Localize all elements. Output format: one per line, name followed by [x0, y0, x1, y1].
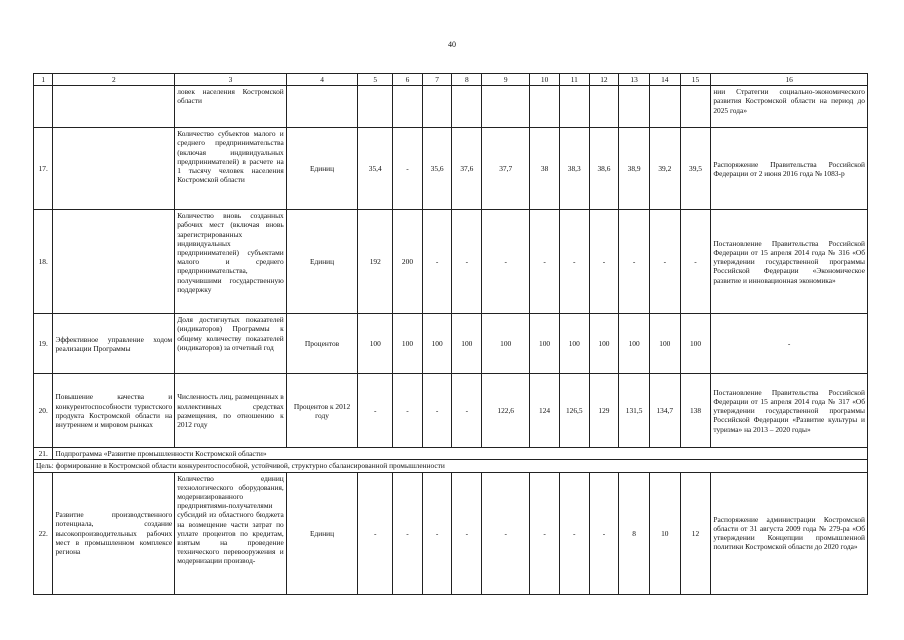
header-cell: 10 — [530, 74, 560, 86]
value-cell: 10 — [649, 472, 680, 594]
goal-row — [34, 460, 868, 472]
value-cell: 100 — [649, 314, 680, 374]
value-cell: - — [452, 374, 482, 448]
task-cell — [53, 210, 175, 314]
header-cell: 12 — [589, 74, 619, 86]
value-cell: 100 — [482, 314, 530, 374]
value-cell: 134,7 — [649, 374, 680, 448]
indicator-cell: Численность лиц, размещенных в коллективных средствах размещения, по отношению к 2012 году — [175, 374, 287, 448]
header-cell: 3 — [175, 74, 287, 86]
value-cell: 8 — [619, 472, 650, 594]
value-cell: 100 — [589, 314, 619, 374]
source-cell: нии Стратегии социально-экономического развития Костромской области на период до 2025 года» — [711, 86, 868, 128]
value-cell: - — [393, 374, 423, 448]
row-number: 19. — [34, 314, 53, 374]
value-cell: - — [589, 210, 619, 314]
goal-text: Цель: формирование в Костромской области конкурентоспособной, устойчивой, структурно сбалансированной промышленности — [34, 460, 868, 472]
header-cell: 15 — [680, 74, 711, 86]
value-cell: - — [422, 210, 452, 314]
value-cell: - — [358, 472, 393, 594]
source-cell: Распоряжение Правительства Российской Федерации от 2 июня 2016 года № 1083-р — [711, 128, 868, 210]
value-cell: 138 — [680, 374, 711, 448]
row-number: 21. — [34, 448, 53, 460]
value-cell: 100 — [680, 314, 711, 374]
header-cell: 2 — [53, 74, 175, 86]
unit-cell: Процентов к 2012 году — [286, 374, 358, 448]
value-cell: - — [422, 472, 452, 594]
source-cell: Распоряжение администрации Костромской области от 31 августа 2009 года № 279-ра «Об утверждении Концепции промышленной политики Костромской области до 2020 года» — [711, 472, 868, 594]
header-cell: 9 — [482, 74, 530, 86]
indicator-cell: Количество вновь созданных рабочих мест (включая вновь зарегистрированных индивидуальных предпринимателей) субъектами малого и среднего предпринимательства, получившими государственную поддержку — [175, 210, 287, 314]
value-cell: 39,5 — [680, 128, 711, 210]
unit-cell: Единиц — [286, 472, 358, 594]
table-row — [34, 472, 868, 594]
value-cell: - — [680, 210, 711, 314]
task-cell — [53, 128, 175, 210]
indicators-table — [33, 73, 868, 595]
header-row — [34, 74, 868, 86]
header-cell: 13 — [619, 74, 650, 86]
indicator-cell: Количество субъектов малого и среднего предпринимательства (включая индивидуальных предпринимателей) в расчете на 1 тысячу человек населения Костромской области — [175, 128, 287, 210]
value-cell: 38,6 — [589, 128, 619, 210]
table-row — [34, 314, 868, 374]
value-cell: 100 — [422, 314, 452, 374]
page-number: 40 — [448, 40, 456, 49]
unit-cell: Единиц — [286, 210, 358, 314]
value-cell: 100 — [393, 314, 423, 374]
value-cell: 100 — [452, 314, 482, 374]
value-cell: 35,6 — [422, 128, 452, 210]
value-cell: - — [482, 210, 530, 314]
value-cell: - — [649, 210, 680, 314]
task-cell: Эффективное управление ходом реализации Программы — [53, 314, 175, 374]
unit-cell: Единиц — [286, 128, 358, 210]
task-cell: Повышение качества и конкурентоспособности туристского продукта Костромской области на внутреннем и мировом рынках — [53, 374, 175, 448]
header-cell: 14 — [649, 74, 680, 86]
value-cell: - — [589, 472, 619, 594]
indicator-cell: ловек населения Костромской области — [175, 86, 287, 128]
value-cell: - — [482, 472, 530, 594]
table-row — [34, 210, 868, 314]
table-row — [34, 86, 868, 128]
value-cell: - — [530, 472, 560, 594]
subprogram-row — [34, 448, 868, 460]
value-cell: 12 — [680, 472, 711, 594]
value-cell: - — [559, 210, 589, 314]
header-cell: 7 — [422, 74, 452, 86]
value-cell: - — [393, 472, 423, 594]
value-cell: 100 — [559, 314, 589, 374]
table-row — [34, 128, 868, 210]
row-number: 18. — [34, 210, 53, 314]
value-cell: - — [559, 472, 589, 594]
subprogram-title: Подпрограмма «Развитие промышленности Костромской области» — [53, 448, 868, 460]
value-cell: 100 — [619, 314, 650, 374]
value-cell: 126,5 — [559, 374, 589, 448]
value-cell: - — [619, 210, 650, 314]
value-cell: - — [530, 210, 560, 314]
indicator-cell: Количество единиц технологического оборудования, модернизированного предприятиями-получателями субсидий из областного бюджета на возмещение части затрат по уплате процентов по кредитам, взятым на проведение технического перевооружения и модернизации производ- — [175, 472, 287, 594]
row-number: 22. — [34, 472, 53, 594]
value-cell: 39,2 — [649, 128, 680, 210]
task-cell: Развитие производственного потенциала, создание высокопроизводительных рабочих мест в промышленном комплексе региона — [53, 472, 175, 594]
value-cell: - — [422, 374, 452, 448]
value-cell: 35,4 — [358, 128, 393, 210]
row-number: 20. — [34, 374, 53, 448]
value-cell: 38,9 — [619, 128, 650, 210]
source-cell: Постановление Правительства Российской Федерации от 15 апреля 2014 года № 316 «Об утверждении государственной программы Российской Федерации «Экономическое развитие и инновационная экономика» — [711, 210, 868, 314]
header-cell: 11 — [559, 74, 589, 86]
value-cell: 37,7 — [482, 128, 530, 210]
header-cell: 6 — [393, 74, 423, 86]
table-row — [34, 374, 868, 448]
header-cell: 4 — [286, 74, 358, 86]
header-cell: 16 — [711, 74, 868, 86]
indicator-cell: Доля достигнутых показателей (индикаторов) Программы к общему количеству показателей (индикаторов) за отчетный год — [175, 314, 287, 374]
unit-cell: Процентов — [286, 314, 358, 374]
value-cell: 38,3 — [559, 128, 589, 210]
row-number: 17. — [34, 128, 53, 210]
header-cell: 8 — [452, 74, 482, 86]
value-cell: 122,6 — [482, 374, 530, 448]
value-cell: - — [358, 374, 393, 448]
source-cell: - — [711, 314, 868, 374]
value-cell: 200 — [393, 210, 423, 314]
value-cell: 129 — [589, 374, 619, 448]
value-cell: 100 — [530, 314, 560, 374]
value-cell: - — [393, 128, 423, 210]
value-cell: 100 — [358, 314, 393, 374]
value-cell: 192 — [358, 210, 393, 314]
header-cell: 5 — [358, 74, 393, 86]
value-cell: 124 — [530, 374, 560, 448]
value-cell: 38 — [530, 128, 560, 210]
value-cell: - — [452, 210, 482, 314]
value-cell: 37,6 — [452, 128, 482, 210]
header-cell: 1 — [34, 74, 53, 86]
value-cell: - — [452, 472, 482, 594]
value-cell: 131,5 — [619, 374, 650, 448]
source-cell: Постановление Правительства Российской Федерации от 15 апреля 2014 года № 317 «Об утверждении государственной программы Российской Федерации «Развитие культуры и туризма» на 2013 – 2020 годы» — [711, 374, 868, 448]
